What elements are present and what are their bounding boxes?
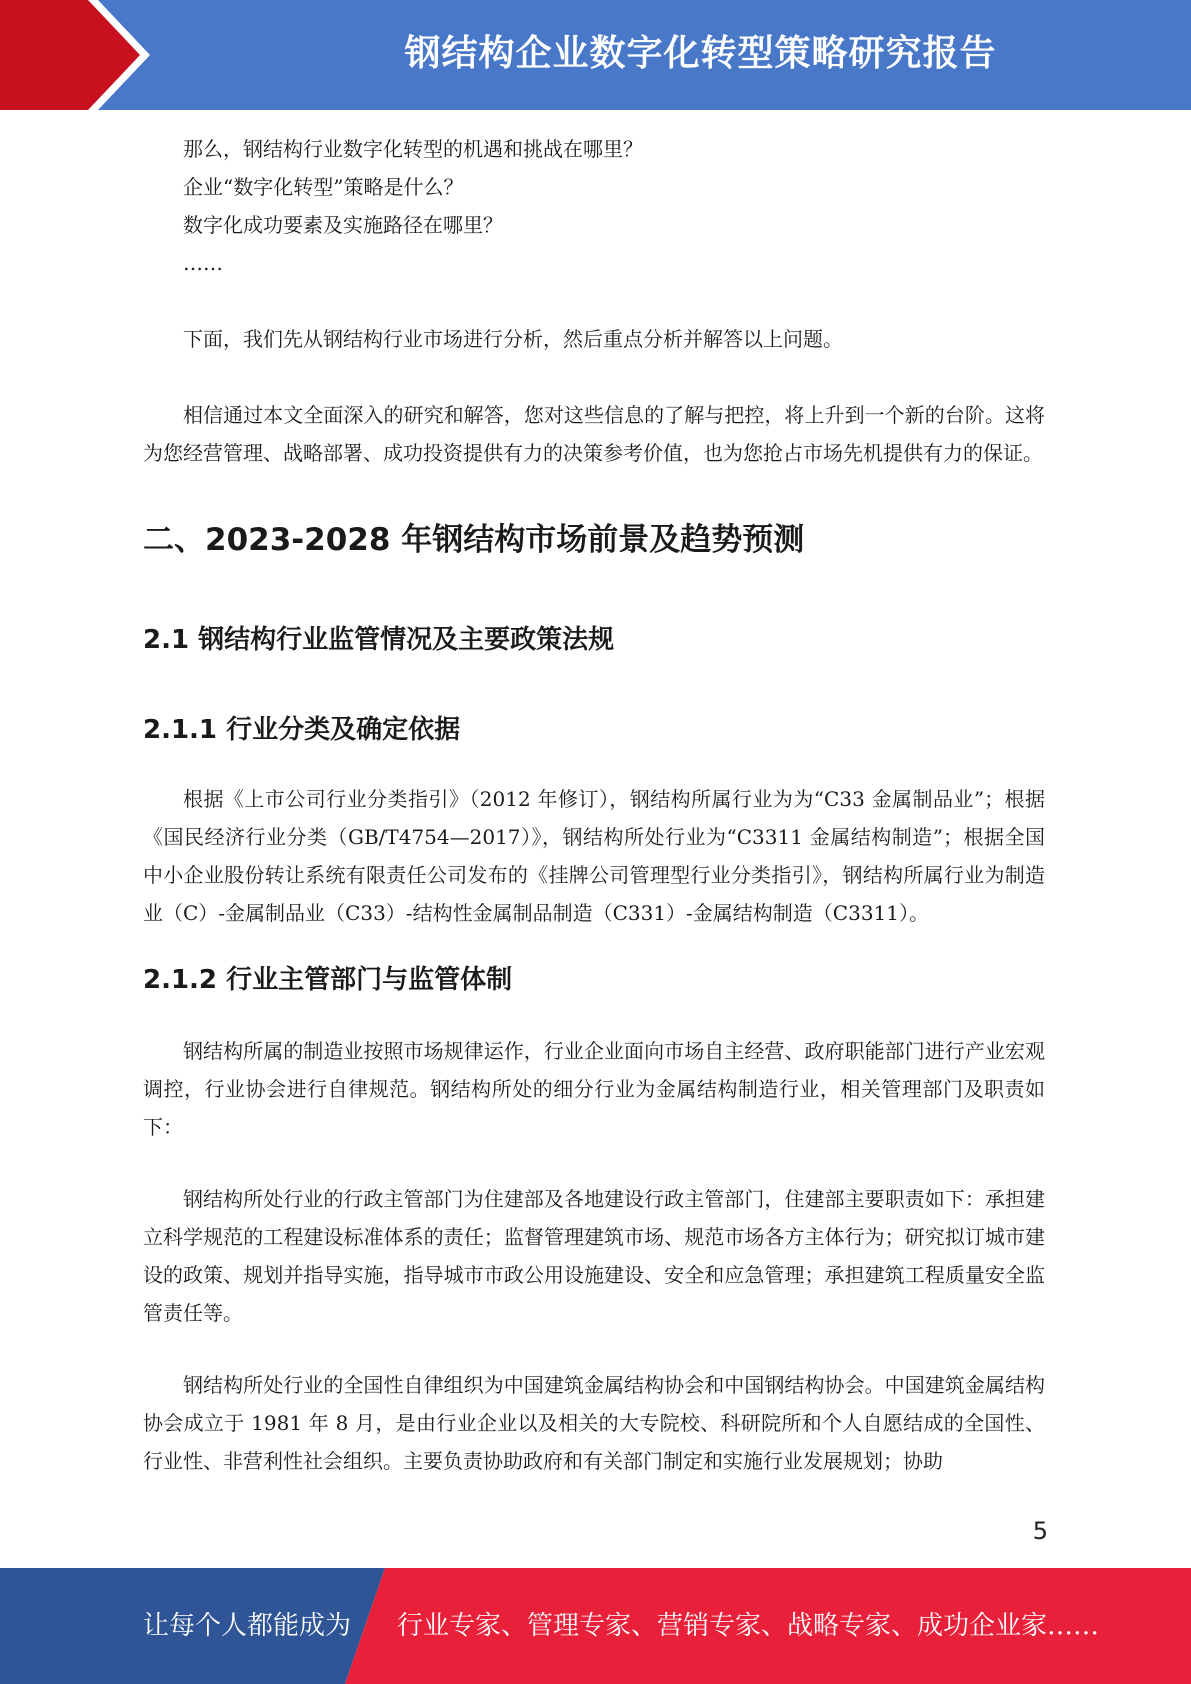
body-paragraph: 钢结构所处行业的行政主管部门为住建部及各地建设行政主管部门，住建部主要职责如下：承担建立科学规范的工程建设标准体系的责任；监督管理建筑市场、规范市场各方主体行为；研究拟订城市建设的政策、规划并指导实施，指导城市市政公用设施建设、安全和应急管理；承担建筑工程质量安全监管责任等。 <box>143 1187 1045 1325</box>
page-header <box>0 0 1191 110</box>
report-title: 钢结构企业数字化转型策略研究报告 <box>404 33 997 74</box>
question-line: 企业“数字化转型”策略是什么？ <box>183 175 464 199</box>
footer-slogan-left: 让每个人都能成为 <box>143 1611 352 1641</box>
footer-slogan-right: 行业专家、管理专家、营销专家、战略专家、成功企业家…… <box>397 1611 1100 1641</box>
body-paragraph: 根据《上市公司行业分类指引》（2012 年修订），钢结构所属行业为为“C33 金属制品业”；根据《国民经济行业分类（GB/T4754—2017）》，钢结构所处行业为“C3311 金属结构制造”；根据全国中小企业股份转让系统有限责任公司发布的《挂牌公司管理型行业分类指引》，钢结构所属行业为制造业（C）-金属制品业（C33）-结构性金属制品制造（C331）-金属结构制造（C3311）。 <box>143 787 1045 925</box>
intro-paragraph: 相信通过本文全面深入的研究和解答，您对这些信息的了解与把控，将上升到一个新的台阶。这将为您经营管理、战略部署、成功投资提供有力的决策参考价值，也为您抢占市场先机提供有力的保证。 <box>143 403 1045 465</box>
page-number: 5 <box>1032 1517 1048 1545</box>
subsection-heading: 2.1 钢结构行业监管情况及主要政策法规 <box>143 625 615 655</box>
question-line: 那么，钢结构行业数字化转型的机遇和挑战在哪里？ <box>183 137 643 161</box>
intro-paragraph: 下面，我们先从钢结构行业市场进行分析，然后重点分析并解答以上问题。 <box>183 327 843 351</box>
body-paragraph: 钢结构所属的制造业按照市场规律运作，行业企业面向市场自主经营、政府职能部门进行产业宏观调控，行业协会进行自律规范。钢结构所处的细分行业为金属结构制造行业，相关管理部门及职责如下： <box>143 1039 1045 1139</box>
subsection-heading: 2.1.2 行业主管部门与监管体制 <box>143 965 513 995</box>
subsection-heading: 2.1.1 行业分类及确定依据 <box>143 715 461 745</box>
body-paragraph: 钢结构所处行业的全国性自律组织为中国建筑金属结构协会和中国钢结构协会。中国建筑金属结构协会成立于 1981 年 8 月，是由行业企业以及相关的大专院校、科研院所和个人自愿结成的全国性、行业性、非营利性社会组织。主要负责协助政府和有关部门制定和实施行业发展规划；协助 <box>143 1373 1045 1473</box>
question-line: 数字化成功要素及实施路径在哪里？ <box>183 213 503 237</box>
ellipsis-line: …… <box>183 251 223 275</box>
header-arrow-decoration <box>0 0 150 110</box>
main-content <box>143 130 1045 1480</box>
page-footer <box>0 1568 1191 1684</box>
section-heading: 二、2023-2028 年钢结构市场前景及趋势预测 <box>143 522 805 558</box>
